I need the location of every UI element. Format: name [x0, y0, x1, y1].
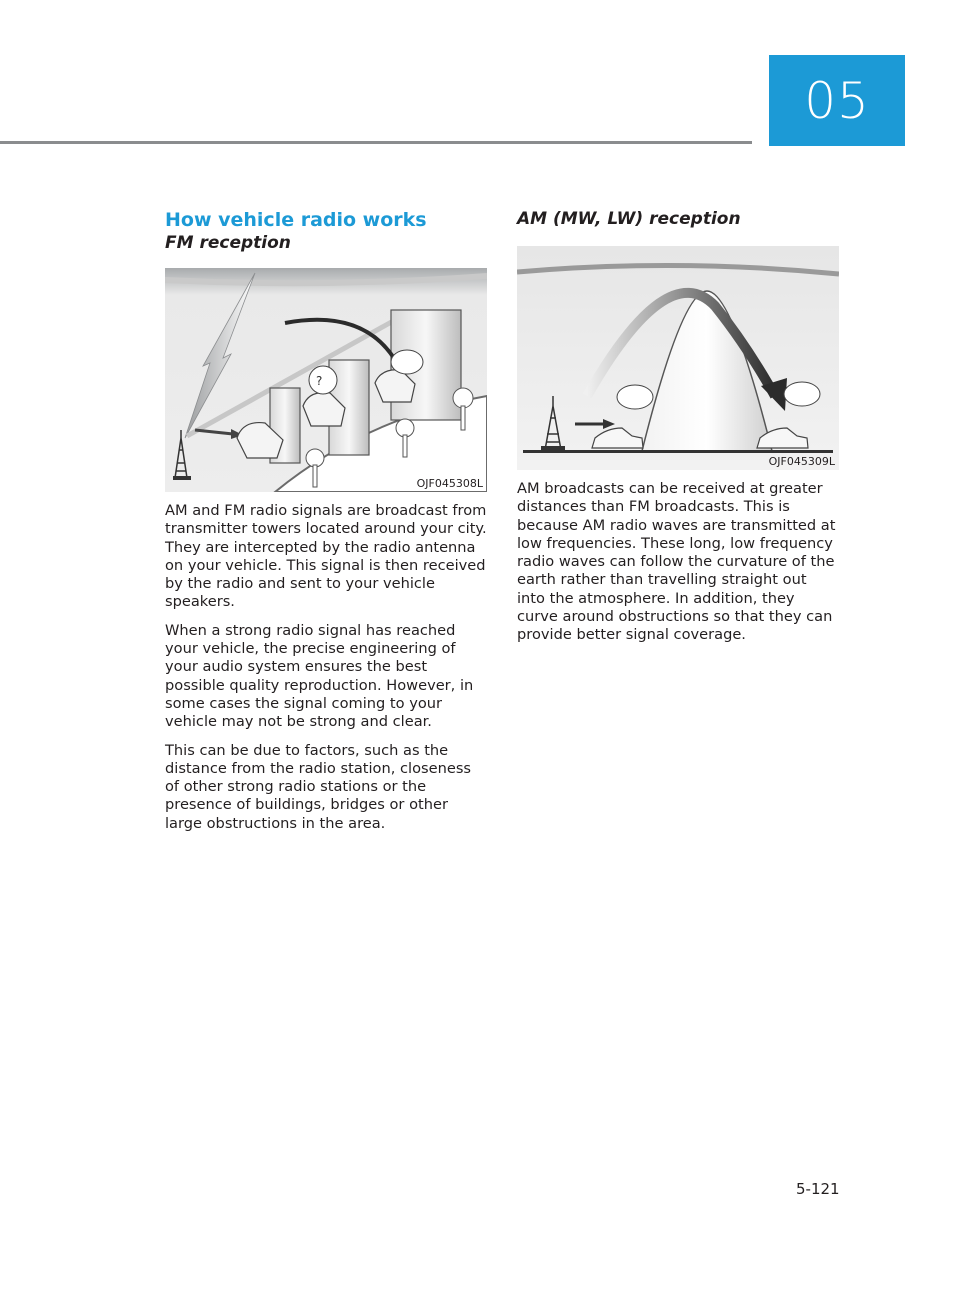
am-reception-figure: [517, 246, 839, 470]
am-reception-title: AM (MW, LW) reception: [517, 209, 741, 229]
fm-paragraph-1: AM and FM radio signals are broadcast from transmitter towers located around your city. They are intercepted by the radio antenna on your vehicle. This signal is then received by the radio and sent to your vehicle speakers.: [165, 502, 487, 611]
fm-figure-code: OJF045308L: [416, 477, 483, 490]
chapter-number: 05: [804, 71, 870, 130]
am-body-text: [517, 480, 839, 645]
fm-paragraph-2: When a strong radio signal has reached your vehicle, the precise engineering of your audio system ensures the best possible quality reproduction. However, in some cases the signal coming to your vehicle may not be strong and clear.: [165, 621, 474, 731]
fm-reception-illustration: [165, 268, 487, 492]
left-column: [165, 208, 487, 843]
right-column: [517, 208, 839, 655]
am-paragraph-1: AM broadcasts can be received at greater distances than FM broadcasts. This is because AM radio waves are transmitted at low frequencies. These long, low frequency radio waves can follow the curvature of the earth rather than travelling straight out into the atmosphere. In addition, they curve around obstructions so that they can provide better signal coverage.: [517, 480, 836, 644]
page-number: 5-121: [796, 1180, 840, 1198]
svg-text:?: ?: [316, 374, 323, 388]
fm-body-text: [165, 502, 487, 833]
section-title: How vehicle radio works: [165, 209, 427, 231]
header-rule: [0, 141, 752, 144]
am-figure-code: OJF045309L: [768, 455, 835, 468]
chapter-tab: [769, 55, 905, 146]
fm-reception-figure: [165, 268, 487, 492]
fm-paragraph-3: This can be due to factors, such as the distance from the radio station, closeness of other strong radio stations or the presence of buildings, bridges or other large obstructions in the area.: [165, 741, 472, 832]
am-reception-illustration: [517, 246, 839, 470]
fm-reception-title: FM reception: [165, 233, 291, 253]
